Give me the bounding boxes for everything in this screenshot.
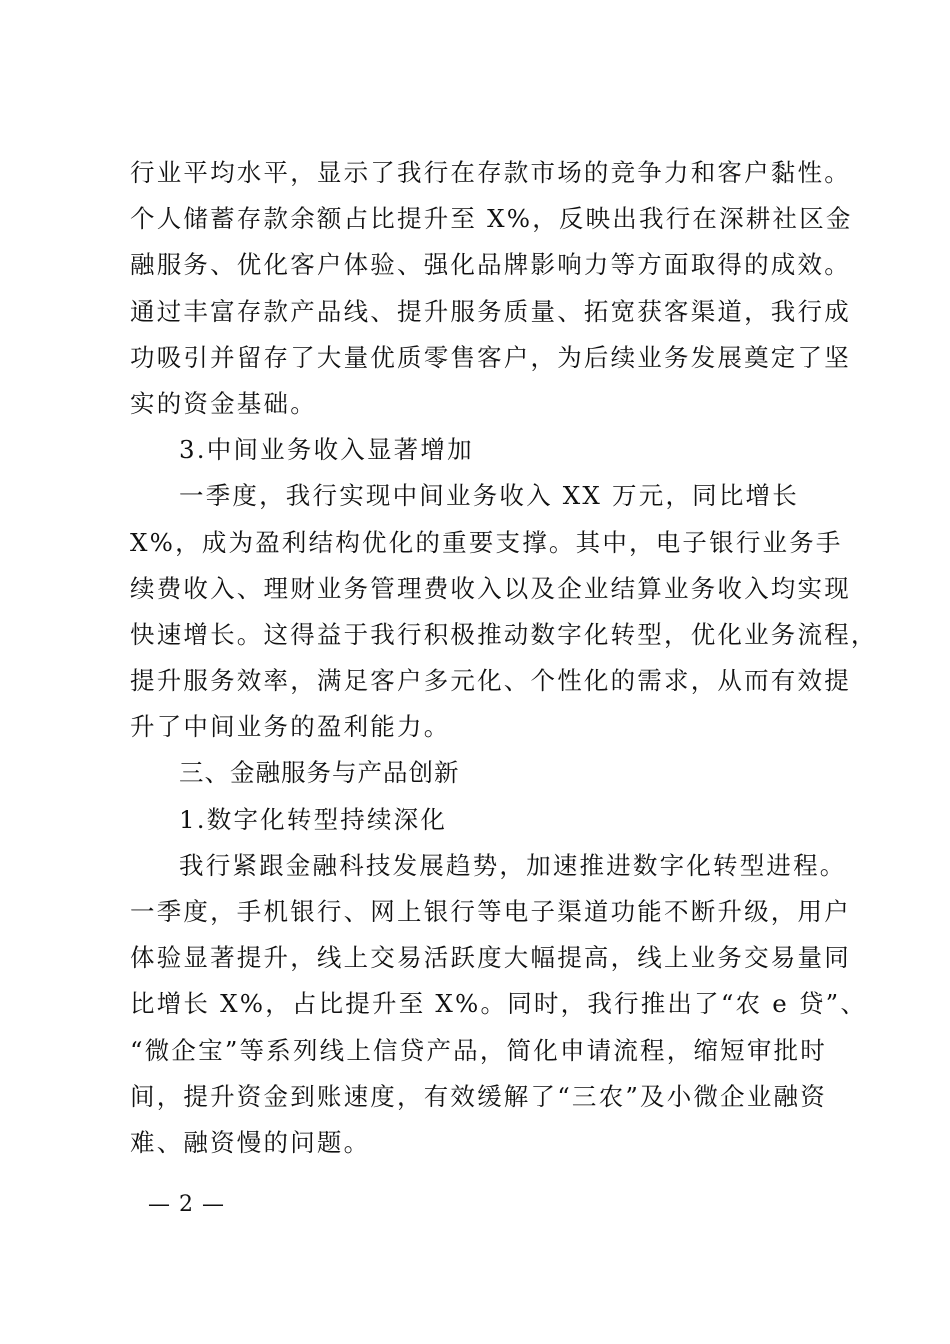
- section-heading: 三、金融服务与产品创新: [179, 758, 460, 788]
- text-line: 间，提升资金到账速度，有效缓解了“三农”及小微企业融资: [130, 1081, 827, 1111]
- text-line: 融服务、优化客户体验、强化品牌影响力等方面取得的成效。: [130, 250, 851, 280]
- text-line: 实的资金基础。: [130, 388, 317, 418]
- text-line: 续费收入、理财业务管理费收入以及企业结算业务收入均实现: [130, 573, 851, 603]
- text-line: 通过丰富存款产品线、提升服务质量、拓宽获客渠道，我行成: [130, 296, 851, 326]
- text-line: 一季度，我行实现中间业务收入 XX 万元，同比增长: [179, 481, 799, 511]
- text-line: 升了中间业务的盈利能力。: [130, 712, 451, 742]
- page-number: — 2 —: [148, 1192, 225, 1217]
- text-line: 功吸引并留存了大量优质零售客户，为后续业务发展奠定了坚: [130, 342, 851, 372]
- text-line: X%，成为盈利结构优化的重要支撑。其中，电子银行业务手: [130, 527, 843, 557]
- text-line: “微企宝”等系列线上信贷产品，简化申请流程，缩短审批时: [130, 1035, 827, 1065]
- text-line: 我行紧跟金融科技发展趋势，加速推进数字化转型进程。: [179, 850, 847, 880]
- subsection-title: 1.数字化转型持续深化: [179, 804, 448, 834]
- subsection-title: 3.中间业务收入显著增加: [179, 435, 474, 465]
- text-line: 难、融资慢的问题。: [130, 1127, 371, 1157]
- text-line: 比增长 X%，占比提升至 X%。同时，我行推出了“农 e 贷”、: [130, 989, 868, 1019]
- text-line: 一季度，手机银行、网上银行等电子渠道功能不断升级，用户: [130, 897, 851, 926]
- text-line: 体验显著提升，线上交易活跃度大幅提高，线上业务交易量同: [130, 943, 851, 973]
- document-body: [130, 150, 878, 1166]
- text-line: 行业平均水平，显示了我行在存款市场的竞争力和客户黏性。: [130, 158, 851, 187]
- text-line: 个人储蓄存款余额占比提升至 X%，反映出我行在深耕社区金: [130, 204, 853, 234]
- text-line: 提升服务效率，满足客户多元化、个性化的需求，从而有效提: [130, 666, 851, 696]
- text-line: 快速增长。这得益于我行积极推动数字化转型，优化业务流程，: [130, 619, 878, 649]
